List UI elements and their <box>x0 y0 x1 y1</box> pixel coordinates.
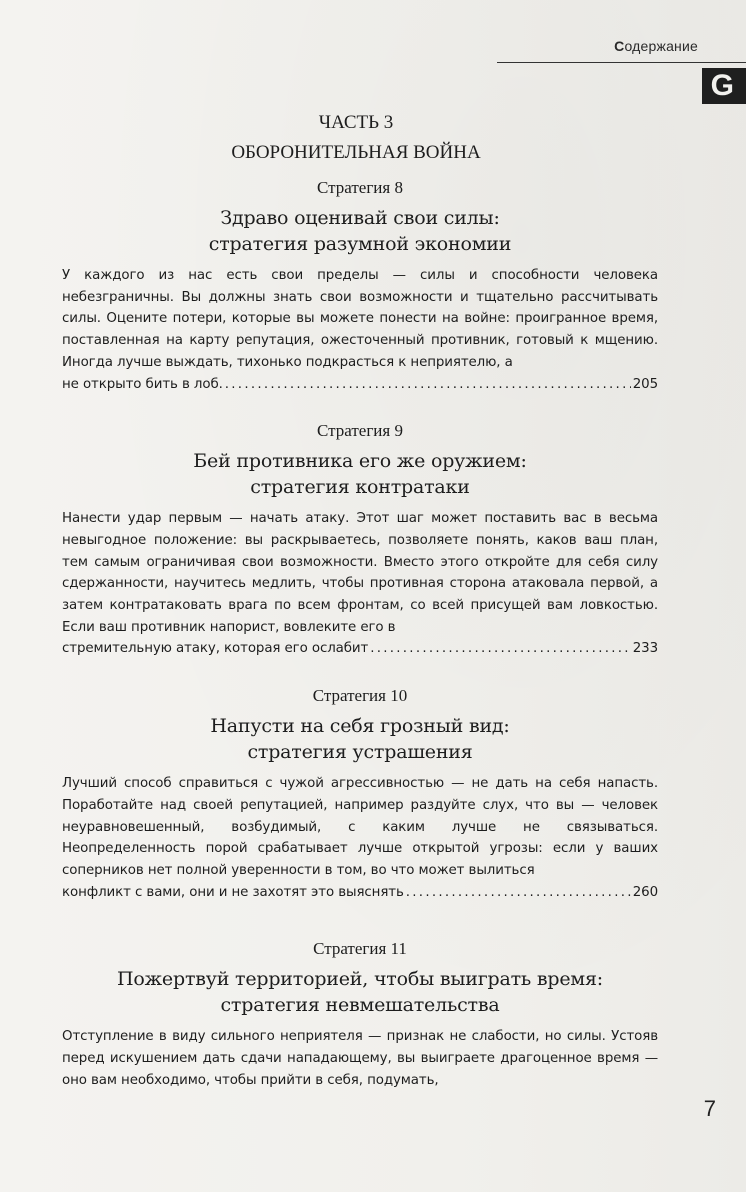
strategy-title-line1: Бей противника его же оружием: <box>193 450 527 473</box>
toc-entry-strategy-8 <box>62 176 658 395</box>
strategy-title-line2: стратегия контратаки <box>250 476 470 499</box>
description-last-line: не открыто бить в лоб. <box>62 376 223 392</box>
header-first-letter: С <box>614 38 625 54</box>
section-tab-letter: G <box>710 69 734 102</box>
strategy-label: Стратегия 11 <box>313 939 407 959</box>
dot-leader <box>406 882 631 904</box>
part-number: ЧАСТЬ 3 <box>318 112 394 133</box>
strategy-description <box>62 1026 658 1091</box>
description-text: Лучший способ справиться с чужой агрессивностью — не дать на себя напасть. Поработайте над своей репутацией, например раздуйте слух, что вы — человек неуравновешенный, возбудимый, с каким лучше не связываться. Неопределенность порой срабатывает лучше открытой угрозы: если у ваших соперников нет полной уверенности в том, во что может вылиться <box>62 776 658 878</box>
strategy-description <box>62 773 658 903</box>
description-text: У каждого из нас есть свои пределы — силы и способности человека небезграничны. Вы должны знать свои возможности и тщательно рассчитывать силы. Оцените потери, которые вы можете понести на войне: проигранное время, поставленная на карту репутация, ожесточенный противник, готовый к мщению. Иногда лучше выждать, тихонько подкрасться к неприятелю, а <box>62 268 658 370</box>
toc-entry-strategy-11 <box>62 937 658 1091</box>
toc-content <box>62 108 658 1115</box>
page-reference: 260 <box>632 884 658 900</box>
description-text: Нанести удар первым — начать атаку. Этот шаг может поставить вас в весьма невыгодное положение: вы раскрываетесь, позволяете понять, каков ваш план, тем самым ограничивая свои возможности. Вместо этого откройте для себя силу сдержанности, научитесь медлить, чтобы противная сторона атаковала первой, а затем контратаковать врага по всем фронтам, со всей присущей вам ловкостью. Если ваш противник напорист, вовлеките его в <box>62 511 658 635</box>
page-reference: 233 <box>632 641 658 657</box>
toc-entry-strategy-9 <box>62 419 658 660</box>
strategy-title-line2: стратегия устрашения <box>247 741 473 764</box>
page-reference: 205 <box>632 376 658 392</box>
header-rule <box>497 62 746 63</box>
dot-leader <box>225 374 631 396</box>
dot-leader <box>370 638 631 660</box>
page-leader <box>62 638 658 660</box>
page-leader <box>62 374 658 396</box>
running-header <box>614 38 698 54</box>
strategy-title-line1: Здраво оценивай свои силы: <box>220 207 500 229</box>
toc-entry-strategy-10 <box>62 684 658 903</box>
strategy-title-line2: стратегия разумной экономии <box>208 233 512 255</box>
strategy-title-line2: стратегия невмешательства <box>220 994 500 1017</box>
description-last-line: конфликт с вами, они и не захотят это выяснять <box>62 884 404 900</box>
description-last-line: стремительную атаку, которая его ослабит <box>62 641 369 657</box>
page-number: 7 <box>703 1096 716 1121</box>
strategy-description <box>62 508 658 660</box>
header-rest: одержание <box>624 38 698 54</box>
strategy-description <box>62 265 658 395</box>
strategy-label: Стратегия 9 <box>317 421 403 441</box>
strategy-title-line1: Напусти на себя грозный вид: <box>210 715 510 738</box>
page-leader <box>62 882 658 904</box>
strategy-label: Стратегия 8 <box>317 178 403 197</box>
strategy-title-line1: Пожертвуй территорией, чтобы выиграть время: <box>117 968 603 991</box>
strategy-label: Стратегия 10 <box>312 686 408 706</box>
description-text: Отступление в виду сильного неприятеля — признак не слабости, но силы. Устояв перед искушением дать сдачи нападающему, вы выиграете драгоценное время — оно вам необходимо, чтобы прийти в себя, подумать, <box>62 1029 658 1088</box>
part-title: ОБОРОНИТЕЛЬНАЯ ВОЙНА <box>231 142 481 163</box>
